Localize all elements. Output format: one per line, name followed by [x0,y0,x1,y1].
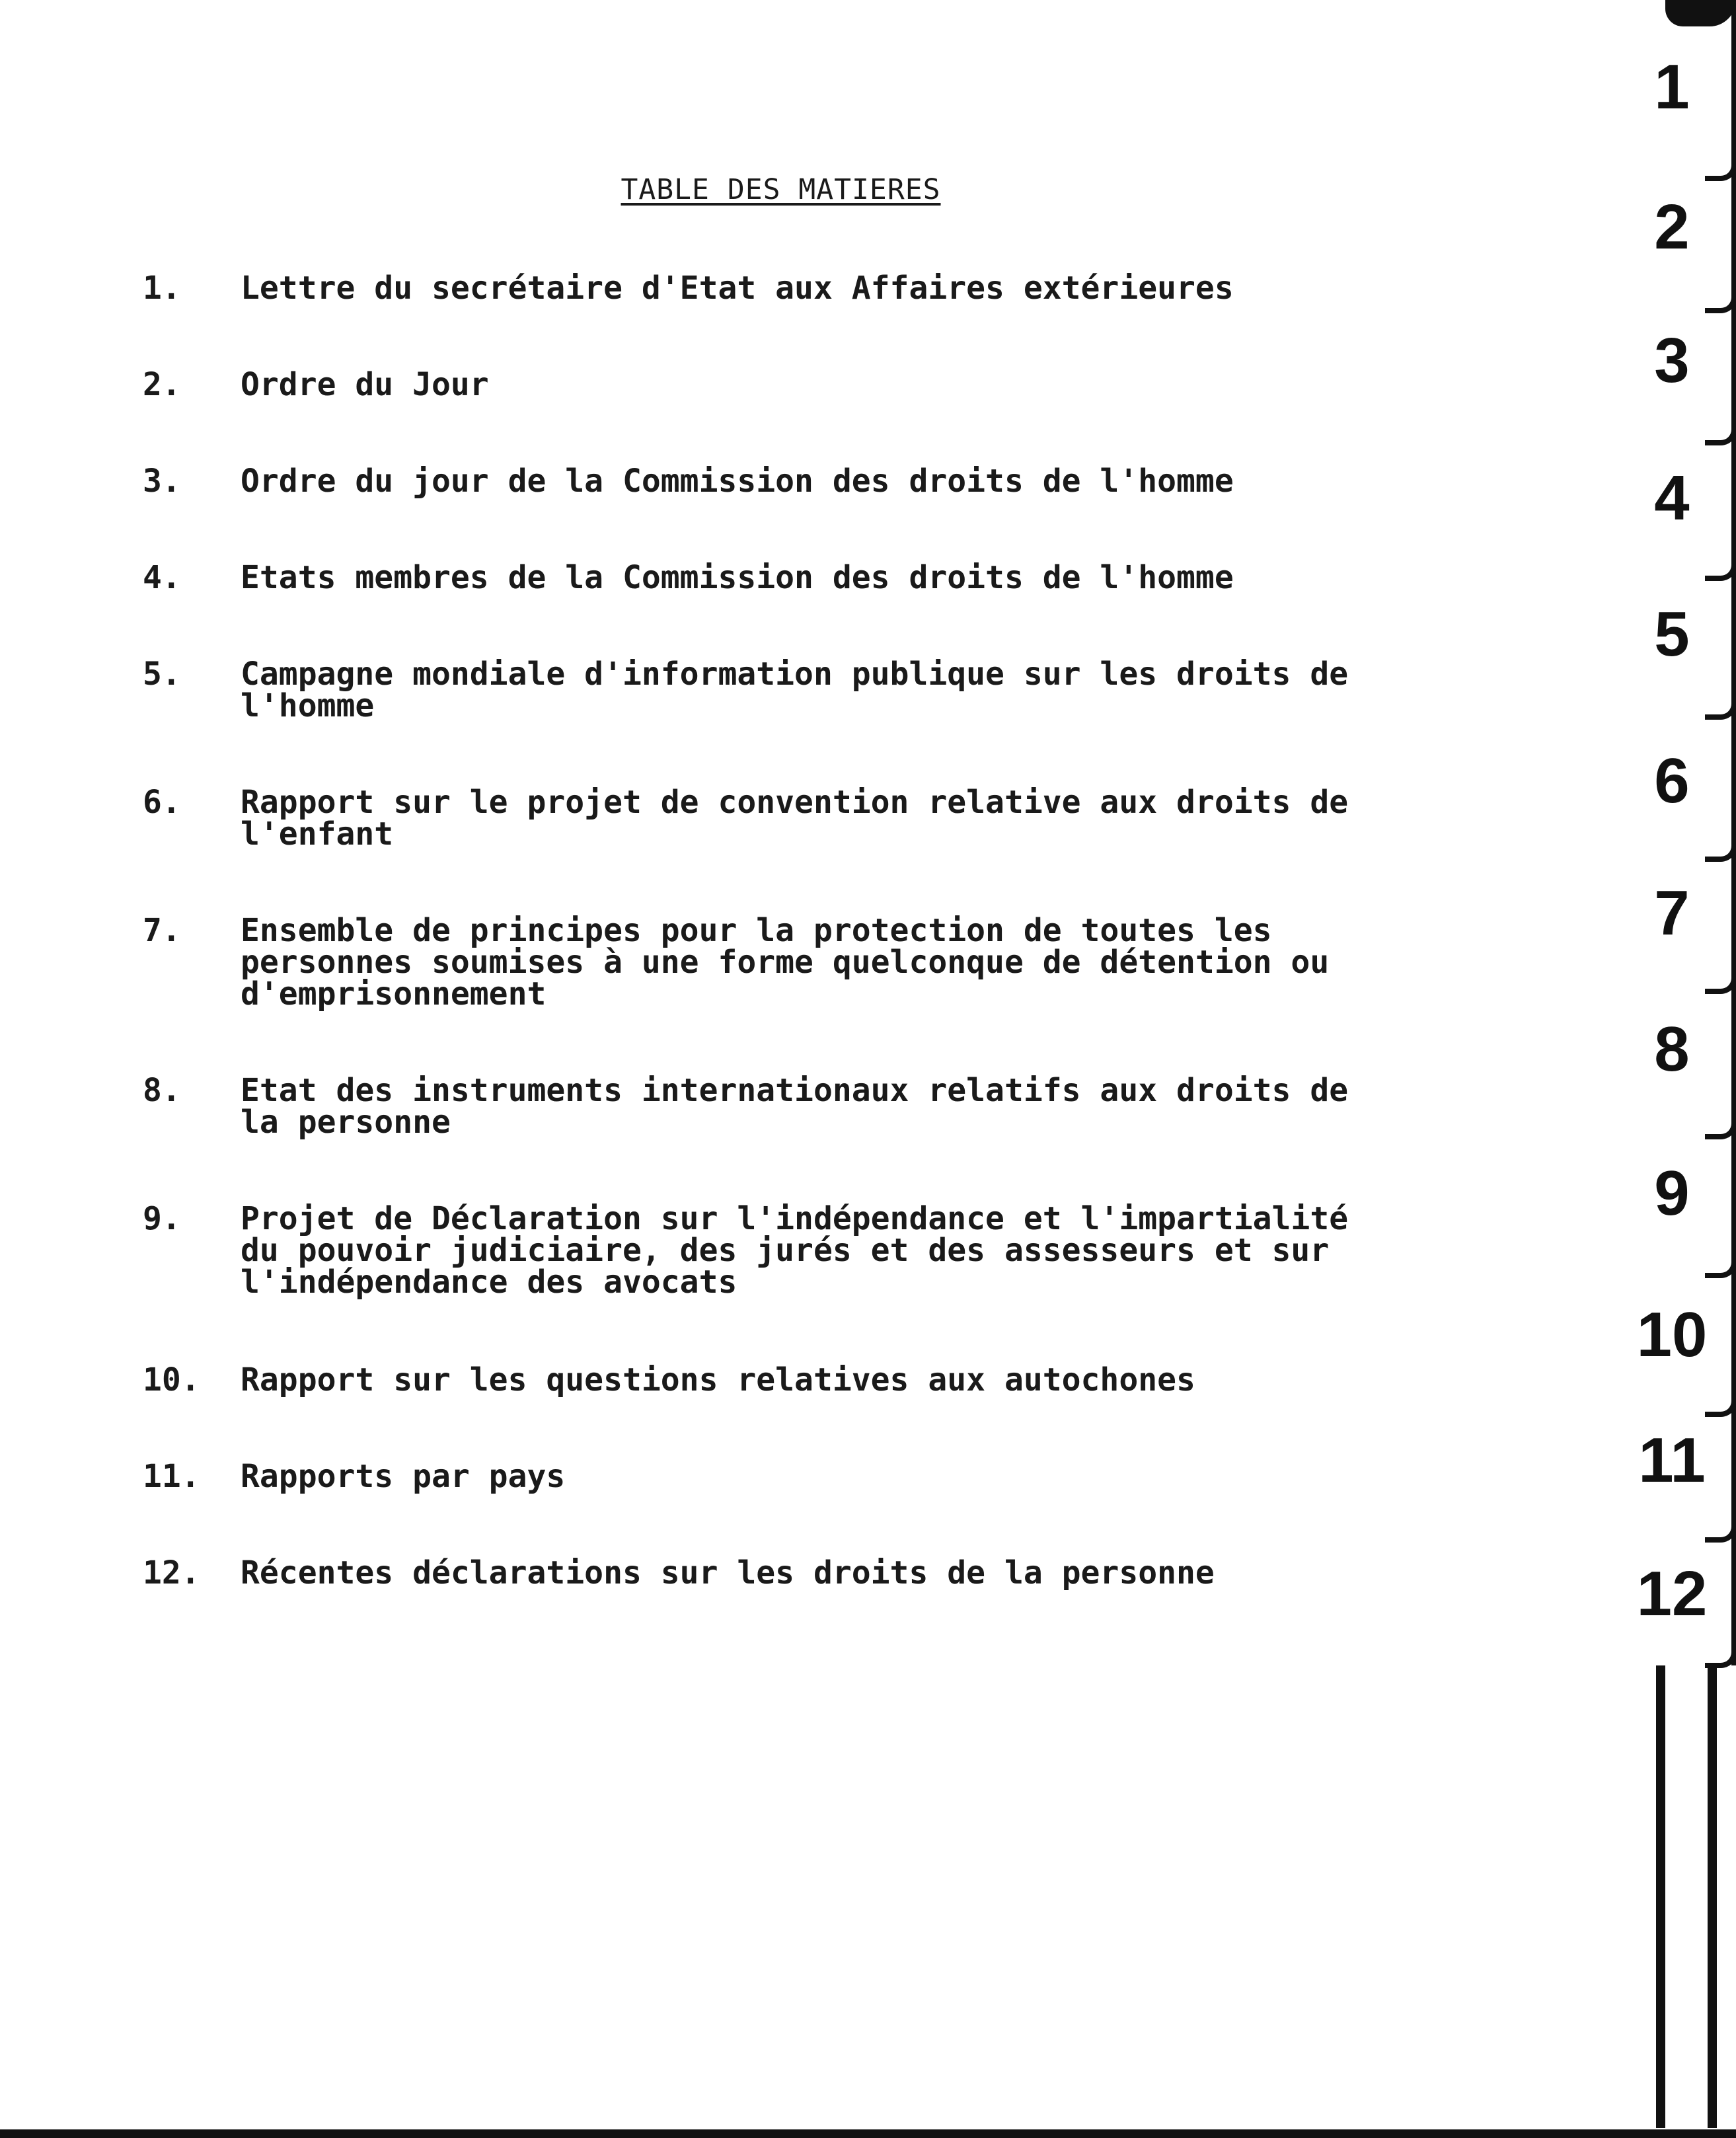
tab-label-8[interactable]: 8 [1654,1014,1690,1085]
toc-entry-text: Etat des instruments internationaux relatifs aux droits de [241,1072,1349,1109]
toc-entry-number: 12. [143,1554,200,1591]
toc-entry-number: 8. [143,1072,181,1109]
toc-title: TABLE DES MATIERES [621,173,941,206]
tab-label-12[interactable]: 12 [1636,1558,1708,1629]
tab-label-7[interactable]: 7 [1654,878,1690,948]
toc-entry-number: 10. [143,1361,200,1398]
toc-entry-text: du pouvoir judiciaire, des jurés et des assesseurs et sur [241,1232,1330,1269]
toc-entry-text: Projet de Déclaration sur l'indépendance et l'impartialité [241,1200,1349,1237]
toc-entry-number: 11. [143,1458,200,1495]
toc-entry-text: d'emprisonnement [241,975,547,1012]
tab-label-10[interactable]: 10 [1636,1299,1708,1370]
toc-entry-text: l'indépendance des avocats [241,1264,737,1301]
toc-entry-text: personnes soumises à une forme quelconque de détention ou [241,944,1330,981]
toc-entry-text: l'homme [241,687,375,724]
tab-label-2[interactable]: 2 [1654,192,1690,262]
binder-strip [1656,1665,1717,2128]
toc-entry-text: la personne [241,1104,451,1141]
toc-entry-text: Ensemble de principes pour la protection de toutes les [241,912,1272,949]
tab-label-3[interactable]: 3 [1654,325,1690,396]
toc-entry-number: 6. [143,784,181,821]
toc-entry-number: 3. [143,463,181,500]
tab-label-1[interactable]: 1 [1654,52,1690,122]
toc-entry-text: Lettre du secrétaire d'Etat aux Affaires extérieures [241,270,1234,307]
tab-label-9[interactable]: 9 [1654,1158,1690,1229]
toc-entry-text: Rapport sur les questions relatives aux autochones [241,1361,1195,1398]
toc-entry-text: Rapports par pays [241,1458,566,1495]
toc-entry-number: 5. [143,656,181,693]
toc-entry-number: 4. [143,559,181,596]
toc-entry-number: 1. [143,270,181,307]
toc-entry-number: 2. [143,366,181,403]
tab-label-6[interactable]: 6 [1654,745,1690,816]
toc-entry-text: Etats membres de la Commission des droits de l'homme [241,559,1234,596]
toc-entry-number: 7. [143,912,181,949]
toc-entry-text: Ordre du Jour [241,366,489,403]
toc-entry-text: Campagne mondiale d'information publique sur les droits de [241,656,1349,693]
tab-label-11[interactable]: 11 [1638,1425,1706,1496]
toc-entry-text: l'enfant [241,816,394,853]
tab-label-5[interactable]: 5 [1654,599,1690,669]
scan-bottom-border [0,2129,1736,2138]
tab-label-4[interactable]: 4 [1654,463,1690,533]
toc-entry-number: 9. [143,1200,181,1237]
toc-entry-text: Rapport sur le projet de convention relative aux droits de [241,784,1349,821]
toc-entry-text: Récentes déclarations sur les droits de la personne [241,1554,1215,1591]
toc-entry-text: Ordre du jour de la Commission des droits de l'homme [241,463,1234,500]
